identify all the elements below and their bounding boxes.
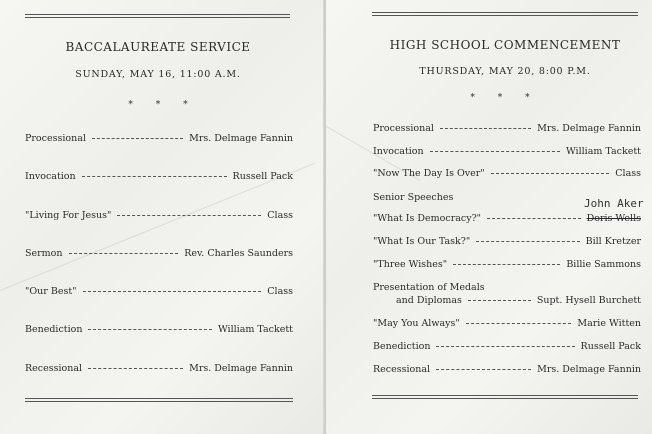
commencement-date: THURSDAY, MAY 20, 8:00 P.M.	[419, 66, 591, 77]
handwritten-name: John Aker	[584, 197, 644, 210]
row-name: Mrs. Delmage Fannin	[189, 133, 293, 144]
presentation-heading: Presentation of Medals	[373, 282, 485, 293]
row-label: Processional	[373, 123, 434, 134]
leader-line	[453, 264, 560, 265]
row-label: Benediction	[25, 324, 83, 335]
row-label: "Three Wishes"	[373, 259, 448, 270]
row-label: Invocation	[373, 146, 424, 157]
row-name: Bill Kretzer	[585, 236, 641, 247]
row-name: Class	[267, 286, 293, 297]
program-row	[373, 364, 641, 375]
row-name: Mrs. Delmage Fannin	[537, 123, 641, 134]
leader-line	[491, 173, 610, 174]
commencement-title: HIGH SCHOOL COMMENCEMENT	[389, 38, 621, 52]
leader-line	[436, 346, 574, 347]
leader-line	[440, 128, 531, 129]
row-label: Benediction	[373, 341, 431, 352]
program-row	[396, 295, 641, 306]
row-name: Rev. Charles Saunders	[184, 248, 293, 259]
row-label: "Living For Jesus"	[25, 210, 112, 221]
ornament-stars: * * *	[470, 93, 540, 103]
row-label: Sermon	[25, 248, 63, 259]
ornament-stars: * * *	[128, 100, 198, 110]
leader-line	[430, 151, 560, 152]
row-label: "What Is Democracy?"	[373, 213, 482, 224]
program-row	[25, 286, 293, 297]
row-label: and Diplomas	[396, 295, 462, 306]
row-name: Russell Pack	[232, 171, 293, 182]
leader-line	[468, 300, 531, 301]
row-label: "Our Best"	[25, 286, 77, 297]
row-label: "What Is Our Task?"	[373, 236, 471, 247]
baccalaureate-date: SUNDAY, MAY 16, 11:00 A.M.	[75, 69, 241, 80]
top-rule	[25, 14, 290, 18]
row-label: Recessional	[373, 364, 431, 375]
program-row	[25, 210, 293, 221]
row-label: Recessional	[25, 363, 83, 374]
leader-line	[88, 329, 211, 330]
leader-line	[83, 291, 262, 292]
leader-line	[82, 176, 227, 177]
program-row	[25, 133, 293, 144]
program-row	[373, 318, 641, 329]
program-row	[373, 123, 641, 134]
program-row	[373, 213, 641, 224]
row-name: Mrs. Delmage Fannin	[189, 363, 293, 374]
row-name: Russell Pack	[580, 341, 641, 352]
row-name: Mrs. Delmage Fannin	[537, 364, 641, 375]
commencement-page	[326, 0, 652, 434]
row-name: William Tackett	[217, 324, 293, 335]
program-row	[25, 324, 293, 335]
row-name: Class	[615, 168, 641, 179]
program-row	[373, 259, 641, 270]
baccalaureate-title: BACCALAUREATE SERVICE	[65, 40, 251, 54]
program-row	[25, 248, 293, 259]
program-row	[25, 363, 293, 374]
row-label: "Now The Day Is Over"	[373, 168, 485, 179]
leader-line	[69, 253, 179, 254]
top-rule	[372, 12, 638, 16]
leader-line	[476, 241, 579, 242]
row-label: Invocation	[25, 171, 76, 182]
bottom-rule	[372, 395, 638, 399]
senior-speeches-heading: Senior Speeches	[373, 192, 454, 203]
row-name-struck: Doris Wells	[586, 213, 641, 224]
program-row	[25, 171, 293, 182]
leader-line	[92, 138, 183, 139]
leader-line	[117, 215, 261, 216]
row-name: Marie Witten	[577, 318, 641, 329]
row-name: Class	[267, 210, 293, 221]
row-name: William Tackett	[565, 146, 641, 157]
program-row	[373, 341, 641, 352]
row-label: Processional	[25, 133, 86, 144]
bottom-rule	[25, 398, 293, 402]
program-row	[373, 168, 641, 179]
leader-line	[436, 369, 531, 370]
row-name: Supt. Hysell Burchett	[536, 295, 641, 306]
program-row	[373, 146, 641, 157]
leader-line	[487, 218, 581, 219]
row-label: "May You Always"	[373, 318, 460, 329]
program-row	[373, 236, 641, 247]
row-name: Billie Sammons	[566, 259, 641, 270]
leader-line	[88, 368, 183, 369]
leader-line	[466, 323, 572, 324]
